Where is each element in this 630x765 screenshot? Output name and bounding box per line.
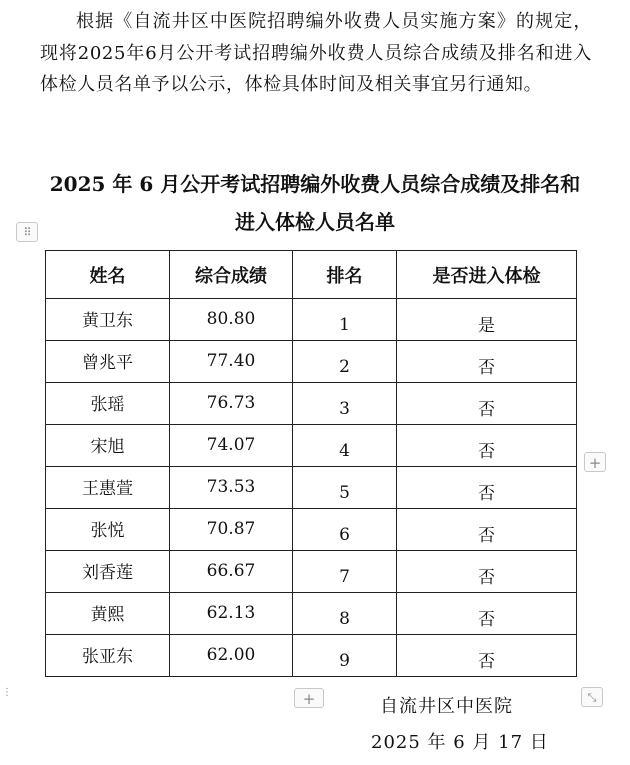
table-row bbox=[46, 341, 577, 383]
name-cell-text: 黄熙 bbox=[90, 605, 125, 625]
rank-cell-text: 4 bbox=[339, 440, 350, 461]
drag-dots-icon[interactable]: ⋮ bbox=[2, 687, 12, 698]
name-cell bbox=[46, 299, 170, 341]
rank-cell-text: 5 bbox=[339, 482, 350, 503]
pass-cell bbox=[397, 383, 577, 425]
header-score: 综合成绩 bbox=[170, 251, 293, 299]
rank-cell bbox=[293, 383, 397, 425]
pass-cell-text: 是 bbox=[478, 316, 495, 336]
table-row bbox=[46, 383, 577, 425]
score-cell bbox=[170, 341, 293, 383]
name-cell-text: 刘香莲 bbox=[82, 563, 133, 583]
pass-cell bbox=[397, 551, 577, 593]
name-cell-text: 张悦 bbox=[90, 521, 125, 541]
rank-cell-text: 9 bbox=[339, 650, 350, 671]
name-cell bbox=[46, 593, 170, 635]
pass-cell bbox=[397, 509, 577, 551]
name-cell-text: 曾兆平 bbox=[82, 353, 133, 373]
score-cell bbox=[170, 593, 293, 635]
resize-table-icon[interactable]: ⤡ bbox=[581, 687, 603, 707]
table-row bbox=[46, 551, 577, 593]
score-cell bbox=[170, 509, 293, 551]
pass-cell bbox=[397, 593, 577, 635]
score-cell bbox=[170, 635, 293, 677]
table-row bbox=[46, 299, 577, 341]
pass-cell-text: 否 bbox=[478, 526, 495, 546]
score-cell-text: 62.13 bbox=[206, 602, 256, 623]
intro-paragraph: 根据《自流井区中医院招聘编外收费人员实施方案》的规定，现将2025年6月公开考试招聘编外收费人员综合成绩及排名和进入体检人员名单予以公示，体检具体时间及相关事宜另行通知。 bbox=[40, 11, 592, 95]
pass-cell bbox=[397, 635, 577, 677]
rank-cell bbox=[293, 299, 397, 341]
pass-cell-text: 否 bbox=[478, 568, 495, 588]
table-header-row bbox=[46, 251, 577, 299]
score-cell bbox=[170, 467, 293, 509]
table-grip-icon[interactable]: ⠿ bbox=[16, 222, 38, 242]
name-cell-text: 张瑶 bbox=[90, 395, 125, 415]
add-column-icon[interactable]: + bbox=[584, 452, 606, 472]
pass-cell-text: 否 bbox=[478, 652, 495, 672]
pass-cell bbox=[397, 425, 577, 467]
name-cell bbox=[46, 635, 170, 677]
table-row bbox=[46, 425, 577, 467]
pass-cell bbox=[397, 299, 577, 341]
score-cell-text: 66.67 bbox=[206, 560, 256, 581]
table-title-line2: 进入体检人员名单 bbox=[235, 210, 395, 234]
score-cell-text: 62.00 bbox=[206, 644, 256, 665]
rank-cell bbox=[293, 341, 397, 383]
score-cell-text: 73.53 bbox=[206, 476, 256, 497]
rank-cell bbox=[293, 467, 397, 509]
score-cell bbox=[170, 299, 293, 341]
score-cell bbox=[170, 383, 293, 425]
rank-cell-text: 8 bbox=[339, 608, 350, 629]
table-row bbox=[46, 509, 577, 551]
name-cell-text: 张亚东 bbox=[82, 647, 133, 667]
rank-cell-text: 7 bbox=[339, 566, 350, 587]
results-table bbox=[45, 250, 577, 677]
rank-cell-text: 6 bbox=[339, 524, 350, 545]
pass-cell-text: 否 bbox=[478, 484, 495, 504]
rank-cell bbox=[293, 593, 397, 635]
rank-cell bbox=[293, 551, 397, 593]
rank-cell-text: 3 bbox=[339, 398, 350, 419]
header-pass: 是否进入体检 bbox=[397, 251, 577, 299]
score-cell-text: 74.07 bbox=[206, 434, 256, 455]
name-cell-text: 宋旭 bbox=[90, 437, 125, 457]
signature-date: 2025 年 6 月 17 日 bbox=[371, 732, 549, 753]
score-cell bbox=[170, 425, 293, 467]
name-cell-text: 王惠萱 bbox=[82, 479, 133, 499]
pass-cell bbox=[397, 467, 577, 509]
score-cell bbox=[170, 551, 293, 593]
pass-cell-text: 否 bbox=[478, 358, 495, 378]
name-cell bbox=[46, 551, 170, 593]
name-cell-text: 黄卫东 bbox=[82, 311, 133, 331]
table-row bbox=[46, 467, 577, 509]
table-row bbox=[46, 635, 577, 677]
signature-org: 自流井区中医院 bbox=[380, 696, 513, 717]
rank-cell bbox=[293, 509, 397, 551]
rank-cell bbox=[293, 425, 397, 467]
rank-cell-text: 2 bbox=[339, 356, 350, 377]
name-cell bbox=[46, 383, 170, 425]
table-title-line1: 2025 年 6 月公开考试招聘编外收费人员综合成绩及排名和 bbox=[49, 172, 581, 196]
header-name: 姓名 bbox=[46, 251, 170, 299]
table-row bbox=[46, 593, 577, 635]
name-cell bbox=[46, 467, 170, 509]
pass-cell-text: 否 bbox=[478, 400, 495, 420]
name-cell bbox=[46, 341, 170, 383]
rank-cell bbox=[293, 635, 397, 677]
score-cell-text: 70.87 bbox=[206, 518, 256, 539]
rank-cell-text: 1 bbox=[339, 314, 350, 335]
score-cell-text: 80.80 bbox=[206, 308, 256, 329]
name-cell bbox=[46, 509, 170, 551]
pass-cell bbox=[397, 341, 577, 383]
add-row-icon[interactable]: + bbox=[294, 688, 324, 708]
header-rank: 排名 bbox=[293, 251, 397, 299]
name-cell bbox=[46, 425, 170, 467]
pass-cell-text: 否 bbox=[478, 610, 495, 630]
score-cell-text: 77.40 bbox=[206, 350, 256, 371]
pass-cell-text: 否 bbox=[478, 442, 495, 462]
score-cell-text: 76.73 bbox=[206, 392, 256, 413]
